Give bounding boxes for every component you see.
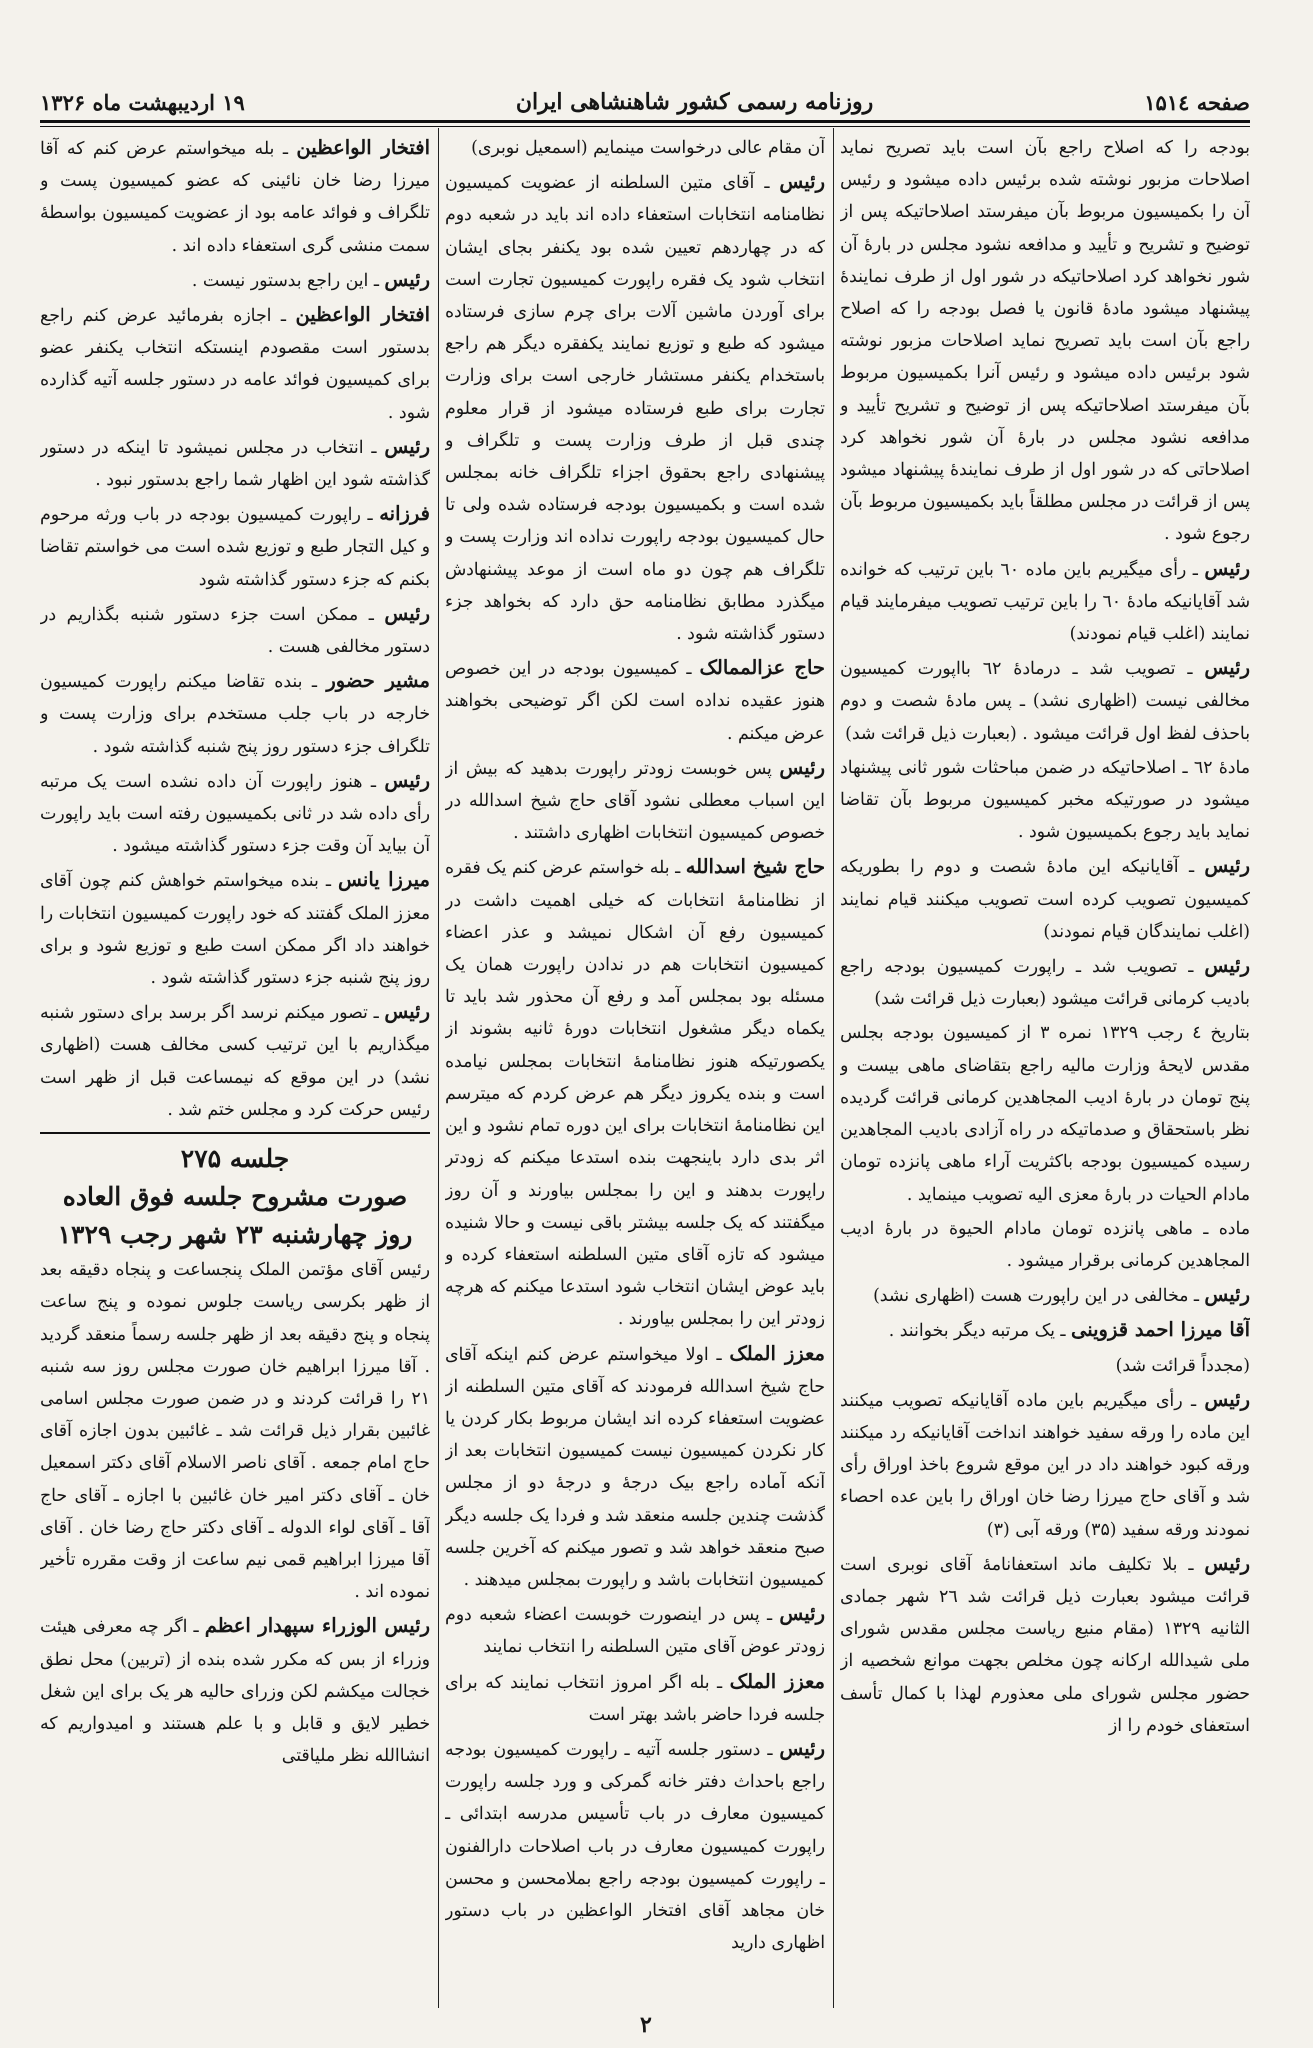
- header-rule: [40, 120, 1250, 123]
- paragraph-text: ـ تصویب شد ـ راپورت کمیسیون بودجه راجع بادیب کرمانی قرائت میشود (بعبارت ذیل قرائت شد): [840, 957, 1250, 1010]
- speaker-name: رئیس: [384, 1000, 430, 1024]
- speaker-name: معزز الملک: [729, 1669, 825, 1693]
- paragraph: [445, 1733, 825, 1959]
- paragraph-text: ـ ممکن است جزء دستور شنبه بگذاریم در دستور مخالفی هست .: [40, 604, 430, 658]
- speaker-name: میرزا یانس: [338, 868, 430, 892]
- paragraph: [840, 1279, 1250, 1312]
- paragraph-text: ـ راپورت کمیسیون بودجه در باب ورثه مرحوم و کیل التجار طبع و توزیع شده است می خواستم تقاضا بکنم که جزء دستور گذاشته شود: [40, 505, 430, 590]
- issue-date: ۱۹ اردیبهشت ماه ۱۳۲۶: [40, 89, 245, 115]
- paragraph-text: بودجه را که اصلاح راجع بآن است باید تصریح نماید اصلاحات مزبور نوشته شده برئیس داده میشود و رئیس آن را بکمیسیون مربوط بآن میفرستد اصلاحاتیکه پس از توضیح و تشریح و تأیید و مدافعه نشود مجلس در بارهٔ آن شور نخواهد کرد اصلاحاتیکه در شور اول از طرف نمایندهٔ پیشنهاد میشود مادهٔ قانون یا فصل بودجه را که اصلاح راجع بآن است باید تصریح نماید اصلاحات مزبور نوشته شود برئیس داده میشود و رئیس آنرا بکمیسیون مربوط بآن میفرستد اصلاحاتیکه پس از توضیح و تشریح تأیید و مدافعه نشود مجلس در بارهٔ آن شور نخواهد کرد اصلاحاتی که در شور اول از طرف نمایندهٔ پیشنهاد میشود پس از قرائت در مجلس مطلقاً باید بکمیسیون مربوط بآن رجوع شود .: [840, 138, 1250, 545]
- paragraph-text: ـ کمیسیون بودجه در این خصوص هنوز عقیده نداده است لکن اگر توضیحی بخواهند عرض میکنم .: [445, 659, 825, 744]
- speaker-name: حاج عزالممالک: [699, 656, 825, 680]
- paragraph: [840, 1017, 1250, 1210]
- speaker-name: افتخار الواعظین: [296, 136, 430, 159]
- speaker-name: رئیس: [1204, 556, 1250, 580]
- session-title: صورت مشروح جلسه فوق العاده: [62, 1182, 408, 1212]
- paragraph: [840, 752, 1250, 849]
- speaker-name: رئیس: [779, 1736, 825, 1760]
- paragraph-text: ـ هنوز راپورت آن داده نشده است یک مرتبه رأی داده شد در ثانی بکمیسیون رفته است باید راپورت آن بیاید آن وقت جزء دستور گذاشته میشود .: [40, 771, 430, 857]
- paragraph: [40, 264, 430, 297]
- paragraph: [40, 864, 430, 994]
- newspaper-title: روزنامه رسمی کشور شاهنشاهی ایران: [515, 89, 874, 115]
- column-left: [40, 132, 430, 2012]
- paragraph: [840, 1350, 1250, 1382]
- page-number: ۲: [640, 2012, 652, 2038]
- speaker-name: رئیس: [384, 267, 430, 291]
- session-number: جلسه ۲۷۵: [180, 1144, 290, 1174]
- column-left-bottom: [40, 1254, 430, 1772]
- paragraph: [40, 996, 430, 1126]
- paragraph: [40, 765, 430, 863]
- speaker-name: آقا میرزا احمد قزوینی: [1070, 1318, 1250, 1342]
- paragraph: [40, 1254, 430, 1608]
- paragraph-text: ـ اگر چه معرفی هیئت وزراء از بس که مکرر شده بنده از (تربین) محل نطق خجالت میکشم لکن وزرای حالیه هر یک برای این شغل خطیر لایق و قابل و با علم هستند و امیدواریم که انشاالله نظر ملیاقتی: [40, 1617, 430, 1767]
- paragraph: [40, 665, 430, 763]
- column-divider: [438, 128, 439, 2008]
- paragraph-text: ـ اولا میخواستم عرض کنم اینکه آقای حاج شیخ اسدالله فرمودند که آقای متین السلطنه از عضویت استعفاء کرده اند ایشان مربوط بکار کردن یا کار نکردن کمیسیون نیست کمیسیون انتخابات بعد از آنکه آماده راجع بیک درجهٔ و درجهٔ دو از مجلس گذشت چندین جلسه منعقد شد و فردا یک جلسه دیگر صبح منعقد خواهد شد و تصور میکنم که آخرین جلسه کمیسیون انتخابات باشد و راپورت بمجلس میدهند .: [445, 1344, 825, 1590]
- paragraph: [445, 1666, 825, 1731]
- speaker-name: معزز الملک: [729, 1341, 825, 1365]
- paragraph: [840, 1548, 1250, 1742]
- paragraph: [840, 950, 1250, 1015]
- paragraph-text: ـ یک مرتبه دیگر بخوانند .: [888, 1321, 1071, 1342]
- paragraph: [840, 850, 1250, 948]
- paragraph: [445, 652, 825, 750]
- speaker-name: رئیس: [1204, 656, 1250, 680]
- paragraph-text: ـ رأی میگیریم باین ماده آقایانیکه تصویب میکنند این ماده را ورقه سفید خواهند انداخت آقایانیکه رد میکنند ورقه کبود خواهند داد در این موقع شروع باخذ اوراق رأی شد و آقای حاج میرزا رضا خان اوراق را باین عده احصاء نمودند ورقه سفید (۳۵) ورقه آبی (۳): [840, 1390, 1250, 1540]
- paragraph-text: (مجدداً قرائت شد): [1115, 1355, 1250, 1376]
- page-label: صفحه ۱۵۱٤: [1144, 89, 1250, 115]
- paragraph: [445, 166, 825, 650]
- speaker-name: رئیس: [779, 170, 825, 194]
- paragraph-text: ـ بله خواستم عرض کنم یک فقره از نظامنامهٔ انتخابات که خیلی اهمیت داشت در کمیسیون رفع آن اشکال نمیشد و عذر اعضاء کمیسیون انتخابات هم در ندادن راپورت همان یک مسئله بود بمجلس آمد و رفع آن محذور شد باید تا یکماه دیگر مشغول انتخابات دورهٔ ثانیه بشوند از یکصورتیکه هنوز نظامنامهٔ انتخابات بمجلس نیامده است و بنده یکروز دیگر هم عرض کردم که میترسم این نظامنامهٔ انتخابات برای این دوره تمام نشود و این اثر بدی دارد باینجهت بنده استدعا میکنم که زودتر راپورت بدهند و این را بمجلس بیاورند و آن روز میگفتند که یک جلسه بیشتر باقی نیست و حالا شنیده میشود که تازه آقای متین السلطنه استعفاء کرده و باید عوض ایشان انتخاب شود استدعا میکنم که هرچه زودتر این را بمجلس بیاورند .: [445, 858, 825, 1330]
- paragraph: [40, 1610, 430, 1772]
- speaker-name: رئیس: [1204, 1551, 1250, 1575]
- paragraph-text: آن مقام عالی درخواست مینمایم (اسمعیل نوبری): [471, 138, 825, 158]
- paragraph: [445, 752, 825, 850]
- paragraph-text: ـ دستور جلسه آتیه ـ راپورت کمیسیون بودجه راجع باحداث دفتر خانه گمرکی و ورد جلسه راپورت کمیسیون معارف در باب تأسیس مدرسه ابتدائی ـ راپورت کمیسیون معارف در باب اصلاحات دارالفنون ـ راپورت کمیسیون بودجه راجع بملامحسن و محسن خان مجاهد آقای افتخار الواعظین در باب دستور اظهاری دارید: [445, 1739, 825, 1954]
- paragraph: [840, 1314, 1250, 1347]
- speaker-name: حاج شیخ اسدالله: [685, 855, 825, 879]
- paragraph-text: ـ بله اگر امروز انتخاب نمایند که برای جلسه فردا حاضر باشد بهتر است: [445, 1672, 825, 1725]
- paragraph: [840, 1384, 1250, 1546]
- speaker-name: رئیس الوزراء سپهدار اعظم: [204, 1614, 430, 1638]
- paragraph: [40, 598, 430, 663]
- paragraph-text: رئیس آقای مؤتمن الملک پنجساعت و پنجاه دقیقه بعد از ظهر بکرسی ریاست جلوس نموده و پنج ساعت پنجاه و پنج دقیقه بعد از ظهر جلسه رسماً منعقد گردید . آقا میرزا ابراهیم خان صورت مجلس روز سه شنبه ۲۱ را قرائت کردند و در ضمن صورت مجلس اسامی غائبین بقرار ذیل قرائت شد ـ غائبین بدون اجازه آقای حاج امام جمعه . آقای ناصر الاسلام آقای دکتر اسمعیل خان ـ آقای دکتر امیر خان غائبین با اجازه ـ آقای حاج آقا ـ آقای لواء الدوله ـ آقای دکتر حاج رضا خان . آقای آقا میرزا ابراهیم قمی نیم ساعت از وقت مقرره تأخیر نموده اند .: [40, 1260, 430, 1603]
- paragraph-text: ـ تصور میکنم نرسد اگر برسد برای دستور شنبه میگذاریم با این ترتیب کسی مخالف هست (اظهاری نشد) در این موقع که نیمساعت قبل از ظهر است رئیس حرکت کرد و مجلس ختم شد .: [40, 1003, 430, 1120]
- paragraph-text: ـ بله میخواستم عرض کنم که آقا میرزا رضا خان نائینی که عضو کمیسیون پست و تلگراف و فوائد عامه بود از عضویت کمیسیون بواسطهٔ سمت منشی گری استعفاء داده اند .: [40, 139, 430, 256]
- paragraph-text: ـ آقای متین السلطنه از عضویت کمیسیون نظامنامه انتخابات استعفاء داده اند باید در شعبه دوم که در چهاردهم تعیین شده بود یکنفر بجای ایشان انتخاب شود یک فقره راپورت کمیسیون تجارت است برای آوردن ماشین آلات برای چرم سازی فرستاده میشود که طبع و توزیع نمایند یکفقره دیگر هم راجع باستخدام یکنفر مستشار خارجی است برای وزارت تجارت برای طبع فرستاده میشود از قرار معلوم چندی قبل از طرف وزارت پست و تلگراف و پیشنهادی راجع بحقوق اجزاء تلگراف خانه بمجلس شده است و بکمیسیون بودجه فرستاده شده ولی تا حال کمیسیون بودجه راپورت نداده اند وزارت پست و تلگراف هم چون دو ماه است از موعد پیشنهادش میگذرد مطابق نظامنامه حق دارد که بخواهد جزء دستور گذاشته شود .: [445, 173, 825, 645]
- paragraph-text: مادهٔ ٦٢ ـ اصلاحاتیکه در ضمن مباحثات شور ثانی پیشنهاد میشود در صورتیکه مخبر کمیسیون مربوط بآن تقاضا نماید باید رجوع بکمیسیون شود .: [840, 757, 1250, 843]
- speaker-name: مشیر حضور: [326, 669, 430, 693]
- paragraph: [445, 132, 825, 164]
- speaker-name: رئیس: [779, 755, 825, 779]
- paragraph: [840, 553, 1250, 651]
- paragraph: [40, 431, 430, 496]
- paragraph-text: ـ تصویب شد ـ درمادهٔ ٦٢ بااپورت کمیسیون مخالفی نیست (اظهاری نشد) ـ پس مادهٔ شصت و دوم باحذف لفظ اول قرائت میشود . (بعبارت ذیل قرائت شد): [840, 659, 1250, 744]
- paragraph: [40, 498, 430, 596]
- paragraph-text: ـ اجازه بفرمائید عرض کنم راجع بدستور است مقصودم اینستکه انتخاب یکنفر عضو برای کمیسیون فوائد عامه در دستور جلسه آتیه گذارده شود .: [40, 306, 430, 423]
- header-rule-thin: [40, 126, 1250, 127]
- column-left-top: [40, 132, 430, 1126]
- speaker-name: رئیس: [384, 434, 430, 458]
- paragraph-text: ـ بنده میخواستم خواهش کنم چون آقای معزز الملک گفتند که خود راپورت کمیسیون انتخابات را خواهند داد اگر ممکن است طبع و توزیع شود و برای روز پنج شنبه جزء دستور گذاشته شود .: [40, 871, 430, 989]
- speaker-name: رئیس: [1204, 954, 1250, 978]
- speaker-name: افتخار الواعظین: [295, 303, 430, 327]
- speaker-name: رئیس: [384, 768, 430, 792]
- session-date: روز چهارشنبه ۲۳ شهر رجب ۱۳۲۹: [57, 1220, 413, 1250]
- paragraph-text: ـ این راجع بدستور نیست .: [191, 270, 385, 291]
- paragraph-text: ـ آقایانیکه این مادهٔ شصت و دوم را بطوریکه کمیسیون تصویب کرده است تصویب میکنند قیام نمایند (اغلب نمایندگان قیام نمودند): [840, 857, 1250, 942]
- masthead: [40, 82, 1250, 122]
- paragraph-text: ـ بنده تقاضا میکنم راپورت کمیسیون خارجه در باب جلب مستخدم برای وزارت پست و تلگراف جزء دستور روز پنج شنبه گذاشته شود .: [40, 672, 430, 757]
- paragraph-text: ـ مخالفی در این راپورت هست (اظهاری نشد): [873, 1286, 1205, 1307]
- paragraph: [445, 1598, 825, 1663]
- paragraph-text: ـ پس در اینصورت خوبست اعضاء شعبه دوم زودتر عوض آقای متین السلطنه را انتخاب نمایند: [445, 1605, 825, 1658]
- paragraph: [445, 851, 825, 1335]
- paragraph: [445, 1338, 825, 1597]
- paragraph-text: ماده ـ ماهی پانزده تومان مادام الحیوة در بارهٔ ادیب المجاهدین کرمانی برقرار میشود .: [840, 1218, 1250, 1271]
- column-divider: [833, 128, 834, 2008]
- paragraph-text: پس خوبست زودتر راپورت بدهید که بیش از این اسباب معطلی نشود آقای حاج شیخ اسدالله در خصوص کمیسیون انتخابات اظهاری داشتند .: [445, 758, 825, 844]
- paragraph-text: بتاریخ ٤ رجب ۱۳۲۹ نمره ۳ از کمیسیون بودجه بجلس مقدس لایحهٔ وزارت مالیه راجع بتقاضای ماهی بیست و پنج تومان در بارهٔ ادیب المجاهدین کرمانی قرائت گردیده نظر باستحقاق و صدماتیکه در راه آزادی بادیب المجاهدین رسیده کمیسیون بودجه باکثریت آراء ماهی پانزده تومان مادام الحیات در بارهٔ معزی الیه تصویب مینماید .: [840, 1023, 1250, 1205]
- paragraph: [840, 1213, 1250, 1277]
- speaker-name: رئیس: [1204, 1387, 1250, 1411]
- paragraph: [840, 132, 1250, 551]
- column-right: [840, 132, 1250, 2012]
- paragraph-text: ـ بلا تکلیف ماند استعفانامهٔ آقای نوبری است قرائت میشود بعبارت ذیل قرائت شد ۲٦ شهر جمادی الثانیه ۱۳۲۹ (مقام منیع ریاست مجلس مقدس شورای ملی شیدالله ارکانه چون مخلص بجهت موانع شخصیه از حضور مجلس شورای ملی معذورم لهذا با کمال تأسف استعفای خودم را از: [840, 1554, 1250, 1736]
- speaker-name: رئیس: [1204, 1283, 1250, 1307]
- paragraph: [40, 299, 430, 429]
- paragraph-text: ـ رأی میگیریم باین ماده ٦٠ باین ترتیب که خوانده شد آقایانیکه مادهٔ ٦٠ را باین ترتیب تصویب میفرمایند قیام نمایند (اغلب قیام نمودند): [840, 559, 1250, 645]
- speaker-name: فرزانه: [379, 502, 430, 526]
- speaker-name: رئیس: [1204, 854, 1250, 878]
- speaker-name: رئیس: [779, 1602, 825, 1626]
- paragraph: [840, 652, 1250, 750]
- paragraph: [40, 132, 430, 262]
- column-middle: [445, 132, 825, 2012]
- speaker-name: رئیس: [384, 601, 430, 625]
- session-divider: [40, 1132, 430, 1134]
- paragraph-text: ـ انتخاب در مجلس نمیشود تا اینکه در دستور گذاشته شود این اظهار شما راجع بدستور نبود .: [40, 437, 430, 491]
